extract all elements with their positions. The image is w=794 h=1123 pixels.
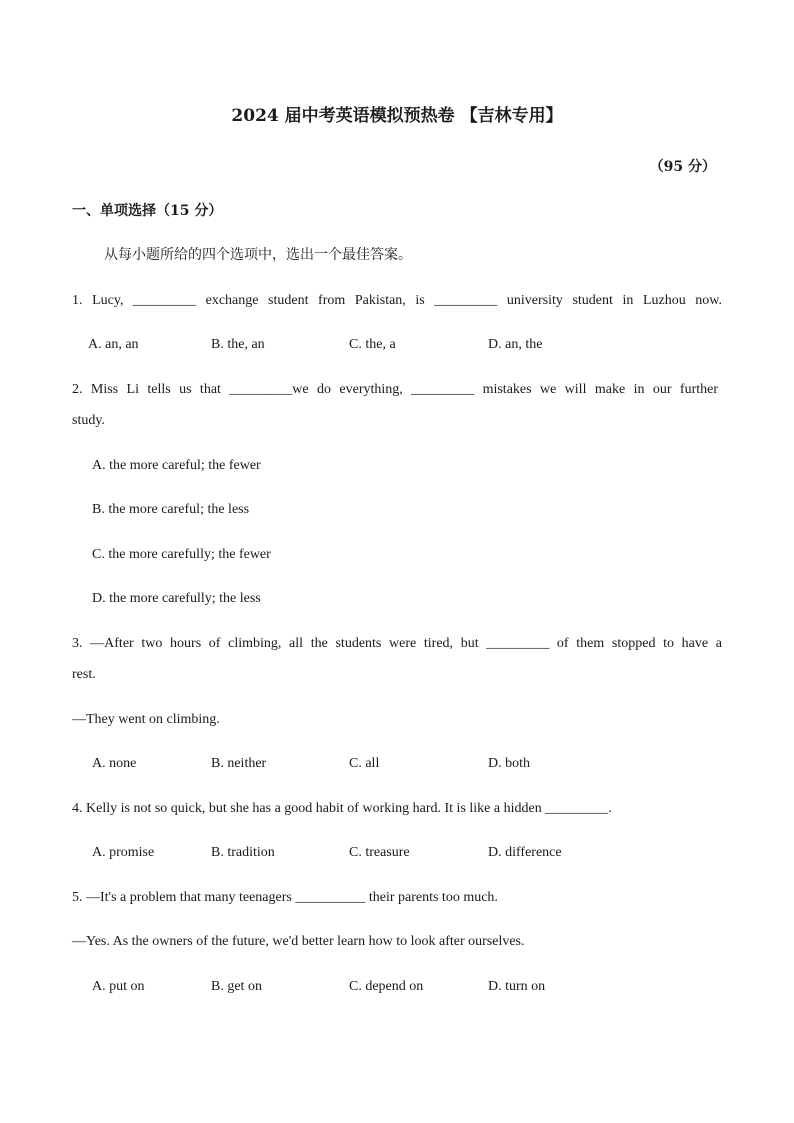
question-5-option-d: D. turn on bbox=[488, 979, 546, 994]
question-3-option-b: B. neither bbox=[211, 756, 267, 771]
question-2-option-c: C. the more carefully; the fewer bbox=[92, 547, 271, 562]
question-5-option-a: A. put on bbox=[92, 979, 145, 994]
question-4-stem: 4. Kelly is not so quick, but she has a good habit of working hard. It is like a hidden _________. bbox=[72, 801, 612, 816]
question-5-stem: 5. —It's a problem that many teenagers __________ their parents too much. bbox=[72, 890, 498, 905]
question-3-option-c: C. all bbox=[349, 756, 380, 771]
question-5-reply: —Yes. As the owners of the future, we'd better learn how to look after ourselves. bbox=[72, 934, 525, 949]
question-4-option-a: A. promise bbox=[92, 845, 155, 860]
question-2-stem: 2. Miss Li tells us that _________we do everything, _________ mistakes we will make in our further bbox=[72, 382, 718, 397]
question-1-option-a: A. an, an bbox=[88, 337, 139, 352]
question-4-option-b: B. tradition bbox=[211, 845, 275, 860]
question-3-option-d: D. both bbox=[488, 756, 530, 771]
question-3-stem: 3. —After two hours of climbing, all the students were tired, but _________ of them stopped to have a bbox=[72, 636, 722, 651]
section-instruction: 从每小题所给的四个选项中，选出一个最佳答案。 bbox=[104, 247, 412, 263]
question-2-option-b: B. the more careful; the less bbox=[92, 502, 250, 517]
total-score: （95 分） bbox=[649, 159, 716, 175]
section-heading: 一、单项选择（15 分） bbox=[72, 203, 223, 219]
question-2-option-a: A. the more careful; the fewer bbox=[92, 458, 261, 473]
question-1-option-b: B. the, an bbox=[211, 337, 265, 352]
question-2-stem-continued: study. bbox=[72, 413, 105, 428]
question-4-option-d: D. difference bbox=[488, 845, 562, 860]
question-5-option-c: C. depend on bbox=[349, 979, 424, 994]
question-3-option-a: A. none bbox=[92, 756, 137, 771]
page-title: 2024 届中考英语模拟预热卷 【吉林专用】 bbox=[231, 106, 563, 126]
question-1-option-d: D. an, the bbox=[488, 337, 543, 352]
question-3-reply: —They went on climbing. bbox=[72, 712, 220, 727]
question-1-stem: 1. Lucy, _________ exchange student from Pakistan, is _________ university student in Luzhou now. bbox=[72, 293, 722, 308]
question-5-option-b: B. get on bbox=[211, 979, 262, 994]
question-2-option-d: D. the more carefully; the less bbox=[92, 591, 261, 606]
question-3-stem-continued: rest. bbox=[72, 667, 96, 682]
question-4-option-c: C. treasure bbox=[349, 845, 410, 860]
question-1-option-c: C. the, a bbox=[349, 337, 396, 352]
